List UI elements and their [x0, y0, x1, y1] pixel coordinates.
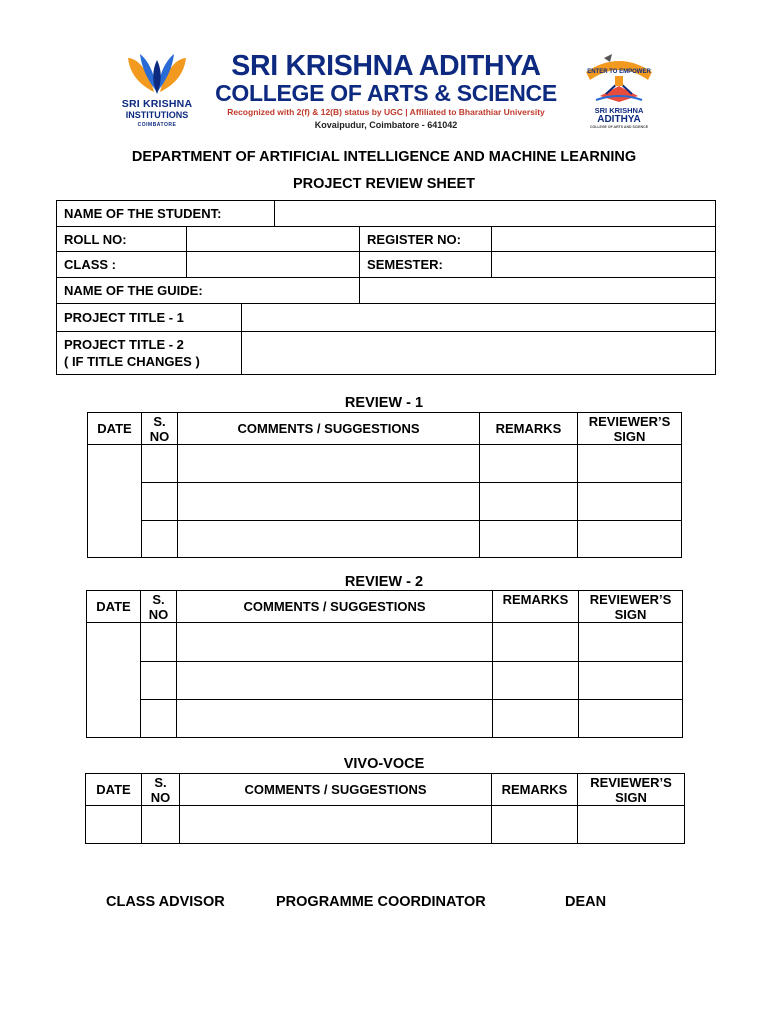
review-1-table: [87, 412, 682, 558]
review-1-title: REVIEW - 1: [344, 395, 424, 411]
class-field[interactable]: [187, 252, 360, 278]
college-logo-right: [582, 52, 656, 128]
programme-coordinator-signature: PROGRAMME COORDINATOR: [276, 894, 486, 910]
dean-signature: DEAN: [565, 894, 607, 910]
remarks-cell[interactable]: [493, 623, 579, 662]
college-address: Kovaipudur, Coimbatore - 641042: [314, 120, 458, 130]
comments-cell[interactable]: [177, 662, 493, 700]
sign-header-line1: REVIEWER’S: [589, 591, 672, 607]
semester-label: SEMESTER:: [360, 252, 492, 278]
date-cell[interactable]: [88, 445, 142, 558]
project-title-2-label-line2: ( IF TITLE CHANGES ): [64, 354, 200, 369]
review-2-title: REVIEW - 2: [344, 574, 424, 590]
sno-header-line2: NO: [150, 789, 171, 805]
sign-cell[interactable]: [579, 623, 683, 662]
review-2-table: [86, 590, 683, 738]
sno-cell[interactable]: [141, 662, 177, 700]
vivo-voce-title: VIVO-VOCE: [343, 756, 425, 772]
semester-field[interactable]: [492, 252, 716, 278]
sign-header-line1: REVIEWER’S: [588, 413, 671, 429]
student-name-label: NAME OF THE STUDENT:: [57, 201, 275, 227]
student-name-field[interactable]: [275, 201, 716, 227]
sheet-title: PROJECT REVIEW SHEET: [292, 176, 476, 192]
remarks-cell[interactable]: [480, 445, 578, 483]
remarks-header: REMARKS: [492, 774, 578, 806]
comments-cell[interactable]: [180, 806, 492, 844]
roll-no-label: ROLL NO:: [57, 227, 187, 252]
remarks-cell[interactable]: [492, 806, 578, 844]
college-name-line1: SRI KRISHNA ADITHYA: [231, 50, 541, 82]
sno-cell[interactable]: [141, 623, 177, 662]
sign-cell[interactable]: [579, 700, 683, 738]
remarks-cell[interactable]: [493, 662, 579, 700]
logo-right-line2: ADITHYA: [597, 114, 641, 125]
sno-cell[interactable]: [141, 700, 177, 738]
reviewer-sign-header: [578, 413, 682, 445]
date-cell[interactable]: [87, 623, 141, 738]
date-header: DATE: [87, 591, 141, 623]
student-info-table: [56, 200, 716, 375]
remarks-cell[interactable]: [480, 521, 578, 558]
register-no-field[interactable]: [492, 227, 716, 252]
sno-header-line1: S.: [152, 591, 165, 607]
sign-header-line2: SIGN: [614, 606, 647, 622]
sno-header: [141, 591, 177, 623]
sno-header: [142, 413, 178, 445]
project-title-2-label: [57, 332, 242, 375]
sign-cell[interactable]: [578, 806, 685, 844]
comments-cell[interactable]: [177, 623, 493, 662]
logo-left-line2: INSTITUTIONS: [125, 110, 189, 120]
sign-cell[interactable]: [578, 445, 682, 483]
recognition-text: Recognized with 2(f) & 12(B) status by UGC | Affiliated to Bharathiar University: [227, 107, 545, 117]
comments-cell[interactable]: [178, 483, 480, 521]
table-row: [87, 662, 683, 700]
project-title-1-label: PROJECT TITLE - 1: [57, 304, 242, 332]
sign-header-line2: SIGN: [615, 789, 647, 805]
sno-header-line2: NO: [148, 606, 169, 622]
logo-banner-text: ENTER TO EMPOWER: [587, 69, 651, 75]
comments-cell[interactable]: [178, 521, 480, 558]
college-name-line2: COLLEGE OF ARTS & SCIENCE: [215, 80, 557, 106]
comments-header: COMMENTS / SUGGESTIONS: [178, 413, 480, 445]
comments-header: COMMENTS / SUGGESTIONS: [177, 591, 493, 623]
sign-cell[interactable]: [578, 483, 682, 521]
remarks-cell[interactable]: [480, 483, 578, 521]
reviewer-sign-header: [579, 591, 683, 623]
sign-cell[interactable]: [579, 662, 683, 700]
project-title-2-label-line1: PROJECT TITLE - 2: [64, 337, 184, 352]
sno-cell[interactable]: [142, 483, 178, 521]
logo-right-line3: COLLEGE OF ARTS AND SCIENCE: [589, 125, 649, 129]
date-header: DATE: [86, 774, 142, 806]
vivo-voce-table: [85, 773, 685, 844]
remarks-cell[interactable]: [493, 700, 579, 738]
comments-cell[interactable]: [177, 700, 493, 738]
class-label: CLASS :: [57, 252, 187, 278]
roll-no-field[interactable]: [187, 227, 360, 252]
guide-name-field[interactable]: [360, 278, 716, 304]
logo-left-line1: SRI KRISHNA: [121, 98, 193, 110]
college-crest-icon: [582, 52, 656, 106]
register-no-label: REGISTER NO:: [360, 227, 492, 252]
sign-cell[interactable]: [578, 521, 682, 558]
date-header: DATE: [88, 413, 142, 445]
date-cell[interactable]: [86, 806, 142, 844]
project-title-1-field[interactable]: [242, 304, 716, 332]
guide-name-label: NAME OF THE GUIDE:: [57, 278, 360, 304]
sign-header-line2: SIGN: [613, 428, 646, 444]
institution-logo-left: [118, 52, 196, 132]
sno-header: [142, 774, 180, 806]
flame-emblem-icon: [118, 52, 196, 98]
table-row: [87, 623, 683, 662]
sno-cell[interactable]: [142, 806, 180, 844]
class-advisor-signature: CLASS ADVISOR: [106, 894, 225, 910]
table-row: [88, 483, 682, 521]
sno-header-line1: S.: [154, 774, 167, 790]
table-row: [88, 521, 682, 558]
remarks-header: REMARKS: [493, 591, 579, 623]
project-title-2-field[interactable]: [242, 332, 716, 375]
remarks-header: REMARKS: [480, 413, 578, 445]
comments-header: COMMENTS / SUGGESTIONS: [180, 774, 492, 806]
comments-cell[interactable]: [178, 445, 480, 483]
sign-header-line1: REVIEWER’S: [590, 774, 672, 790]
logo-right-line1: SRI KRISHNA: [594, 106, 644, 115]
table-row: [87, 700, 683, 738]
table-row: [86, 806, 685, 844]
table-row: [88, 445, 682, 483]
sno-cell[interactable]: [142, 521, 178, 558]
sno-header-line1: S.: [153, 413, 166, 429]
reviewer-sign-header: [578, 774, 685, 806]
sno-header-line2: NO: [149, 428, 170, 444]
logo-left-line3: COIMBATORE: [137, 122, 177, 128]
department-title: DEPARTMENT OF ARTIFICIAL INTELLIGENCE AND MACHINE LEARNING: [131, 149, 637, 165]
sno-cell[interactable]: [142, 445, 178, 483]
